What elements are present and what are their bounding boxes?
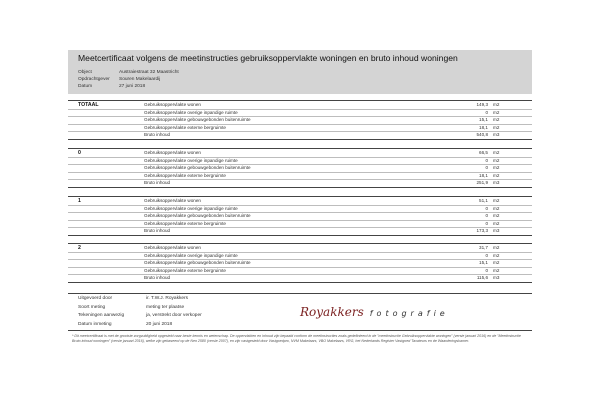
row-value: 0 (485, 109, 488, 115)
row-unit: m2 (493, 157, 500, 163)
row-description: Gebruiksoppervlakte wonen (144, 102, 201, 107)
row-unit: m3 (493, 275, 500, 281)
row-value: 66,5 (479, 150, 488, 155)
row-description: Gebruiksoppervlakte externe bergruimte (144, 267, 226, 273)
row-description: Gebruiksoppervlakte externe bergruimte (144, 220, 226, 226)
row-description: Gebruiksoppervlakte wonen (144, 150, 201, 155)
logo-brand: Royakkers (300, 305, 364, 319)
section-label: 1 (78, 198, 81, 204)
table-row (68, 227, 532, 235)
meta-key: Datum (78, 84, 93, 89)
section-label: TOTAAL (78, 102, 99, 108)
section-block (68, 148, 532, 188)
row-value: 0 (485, 213, 488, 219)
row-description: Gebruiksoppervlakte gebouwgebonden buitenruimte (144, 213, 251, 219)
row-description: Gebruiksoppervlakte overige inpandige ruimte (144, 205, 238, 211)
row-description: Bruto inhoud (144, 275, 171, 281)
row-unit: m2 (493, 245, 500, 250)
row-description: Gebruiksoppervlakte wonen (144, 198, 201, 203)
meta-value: Austraiestraat 32 Maastricht (119, 70, 179, 75)
row-value: 15,1 (479, 260, 488, 266)
meta-object (78, 70, 278, 77)
row-description: Bruto inhoud (144, 132, 171, 138)
row-description: Gebruiksoppervlakte wonen (144, 245, 201, 250)
row-description: Gebruiksoppervlakte overige inpandige ruimte (144, 252, 238, 258)
footer-value: ja, verstrekt door verkoper (146, 313, 202, 318)
row-value: 0 (485, 157, 488, 163)
row-description: Gebruiksoppervlakte overige inpandige ruimte (144, 109, 238, 115)
row-unit: m2 (493, 198, 500, 203)
row-value: 15,1 (479, 117, 488, 123)
footer-value: ir. T.W.J. Royakkers (146, 296, 189, 301)
row-unit: m3 (493, 180, 500, 186)
page-title: Meetcertificaat volgens de meetinstructies gebruiksoppervlakte woningen en bruto inhoud woningen (78, 53, 458, 63)
section-label: 0 (78, 150, 81, 156)
meta-value: 27 juni 2018 (119, 84, 146, 89)
meta-key: Opdrachtgever (78, 77, 110, 82)
footer-row (78, 321, 278, 329)
row-value: 18,1 (479, 172, 488, 178)
footer-row (78, 295, 278, 303)
footer-row (78, 304, 278, 312)
footer-key: Soort meting (78, 304, 106, 310)
disclaimer: * Dit meetcertificaat is met de grootste zorgvuldigheid opgesteld naar beste kennis en wetenschap. De oppervlakten en inhoud zijn bepaald conform de meetinstructies zoals gedefinieerd in de "meetinstructie Gebruiksoppervlakte woningen" (versie januari 2016) en de "Meetinstructie Bruto inhoud woningen" (versie januari 2016), welke zijn gebaseerd op de Nen 2580 (versie 2007), en zijn vastgesteld door Vastgoedpro, NVM Makelaars, VBO Makelaars, VRG, het Nederlands Register Vastgoed Taxateurs en de Waarderingskamer. (72, 334, 521, 343)
row-value: 251,9 (476, 180, 488, 186)
row-value: 0 (485, 165, 488, 171)
footer-key: Datum inmeting (78, 321, 112, 327)
row-value: 149,3 (476, 102, 488, 107)
row-unit: m2 (493, 102, 500, 107)
section-block (68, 243, 532, 283)
company-logo (300, 305, 449, 319)
row-value: 0 (485, 252, 488, 258)
row-unit: m2 (493, 124, 500, 130)
row-description: Bruto inhoud (144, 228, 171, 234)
row-unit: m2 (493, 109, 500, 115)
logo-sub: fotografie (369, 309, 449, 318)
table-row (68, 131, 532, 139)
row-unit: m2 (493, 252, 500, 258)
row-unit: m2 (493, 260, 500, 266)
row-value: 0 (485, 220, 488, 226)
meta-key: Object (78, 70, 92, 75)
row-description: Bruto inhoud (144, 180, 171, 186)
row-description: Gebruiksoppervlakte externe bergruimte (144, 172, 226, 178)
section-block (68, 196, 532, 236)
row-description: Gebruiksoppervlakte gebouwgebonden buitenruimte (144, 117, 251, 123)
row-description: Gebruiksoppervlakte gebouwgebonden buitenruimte (144, 260, 251, 266)
row-unit: m2 (493, 172, 500, 178)
row-unit: m2 (493, 267, 500, 273)
table-row (68, 179, 532, 187)
row-value: 0 (485, 205, 488, 211)
row-unit: m2 (493, 150, 500, 155)
section-block (68, 100, 532, 140)
footer-value: meting ter plaatse (146, 304, 185, 310)
footer-row (78, 312, 278, 320)
row-unit: m2 (493, 117, 500, 123)
meta-date (78, 84, 278, 91)
footer-value: 20 juni 2018 (146, 321, 173, 327)
row-unit: m2 (493, 165, 500, 171)
row-value: 18,1 (479, 124, 488, 130)
table-row (68, 274, 532, 282)
row-value: 51,1 (479, 198, 488, 203)
row-description: Gebruiksoppervlakte overige inpandige ruimte (144, 157, 238, 163)
row-unit: m2 (493, 220, 500, 226)
row-description: Gebruiksoppervlakte externe bergruimte (144, 124, 226, 130)
row-value: 540,8 (476, 132, 488, 138)
row-value: 0 (485, 267, 488, 273)
row-description: Gebruiksoppervlakte gebouwgebonden buitenruimte (144, 165, 251, 171)
row-unit: m2 (493, 205, 500, 211)
row-value: 115,6 (476, 275, 488, 281)
row-value: 31,7 (479, 245, 488, 250)
footer-key: Tekeningen aanwezig (78, 313, 125, 318)
row-unit: m3 (493, 132, 500, 138)
row-value: 173,3 (476, 228, 488, 234)
footer-key: Uitgevoerd door (78, 296, 113, 301)
row-unit: m2 (493, 213, 500, 219)
meta-value: Souren Makelaardij (119, 77, 161, 82)
row-unit: m3 (493, 228, 500, 234)
meta-client (78, 77, 278, 84)
section-label: 2 (78, 245, 81, 251)
